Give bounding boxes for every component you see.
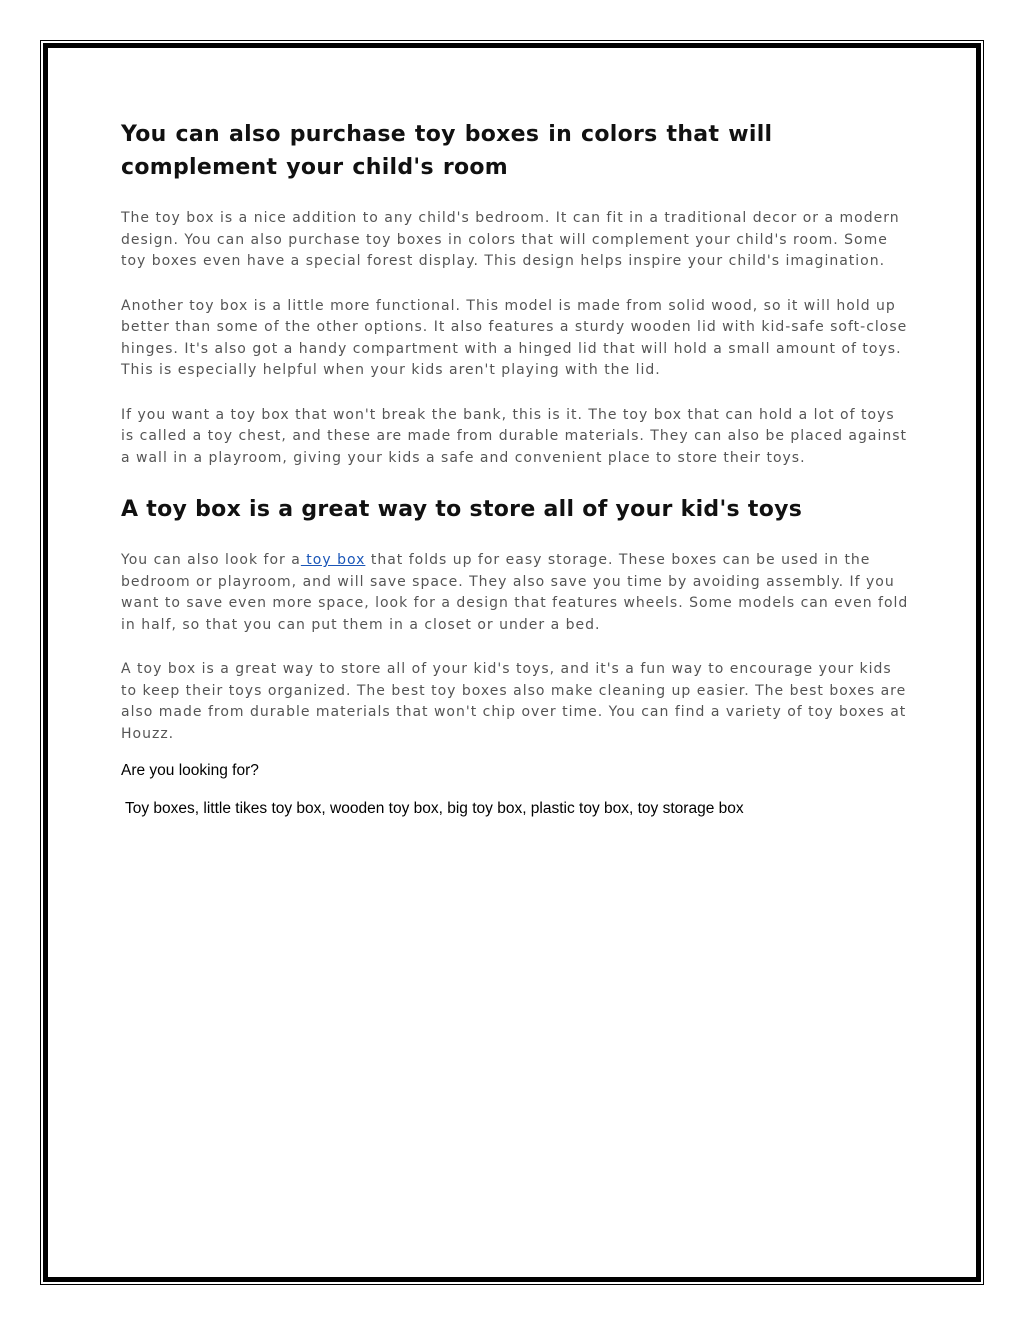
paragraph-folding (121, 550, 911, 636)
paragraph-intro: The toy box is a nice addition to any child's bedroom. It can fit in a traditional decor or a modern design. You can also purchase toy boxes in colors that will complement your child's room. Some toy boxes even have a special forest display. This design helps inspire your child's imagination. (121, 210, 900, 269)
heading-secondary: A toy box is a great way to store all of your kid's toys (121, 497, 803, 522)
paragraph-organize: A toy box is a great way to store all of your kid's toys, and it's a fun way to encourage your kids to keep their toys organized. The best toy boxes also make cleaning up easier. The best boxes are also made from durable materials that won't chip over time. You can find a variety of toy boxes at Houzz. (121, 661, 907, 742)
article-content (121, 118, 911, 820)
toy-box-link[interactable]: toy box (300, 552, 366, 568)
paragraph-functional: Another toy box is a little more functional. This model is made from solid wood, so it will hold up better than some of the other options. It also features a sturdy wooden lid with kid-safe soft-close hinges. It's also got a handy compartment with a hinged lid that will hold a small amount of toys. This is especially helpful when your kids aren't playing with the lid. (121, 297, 908, 378)
heading-primary: You can also purchase toy boxes in colors that will complement your child's room (121, 122, 773, 180)
keyword-list: Toy boxes, little tikes toy box, wooden toy box, big toy box, plastic toy box, toy storage box (125, 800, 744, 817)
paragraph-folding-after: that folds up for easy storage. These boxes can be used in the bedroom or playroom, and will save space. They also save you time by avoiding assembly. If you want to save even more space, look for a design that features wheels. Some models can even fold in half, so that you can put them in a closet or under a bed. (121, 552, 909, 633)
question-text: Are you looking for? (121, 762, 259, 779)
paragraph-folding-before: You can also look for a (121, 552, 301, 568)
paragraph-budget: If you want a toy box that won't break the bank, this is it. The toy box that can hold a lot of toys is called a toy chest, and these are made from durable materials. They can also be placed against a wall in a playroom, giving your kids a safe and convenient place to store their toys. (121, 406, 907, 466)
